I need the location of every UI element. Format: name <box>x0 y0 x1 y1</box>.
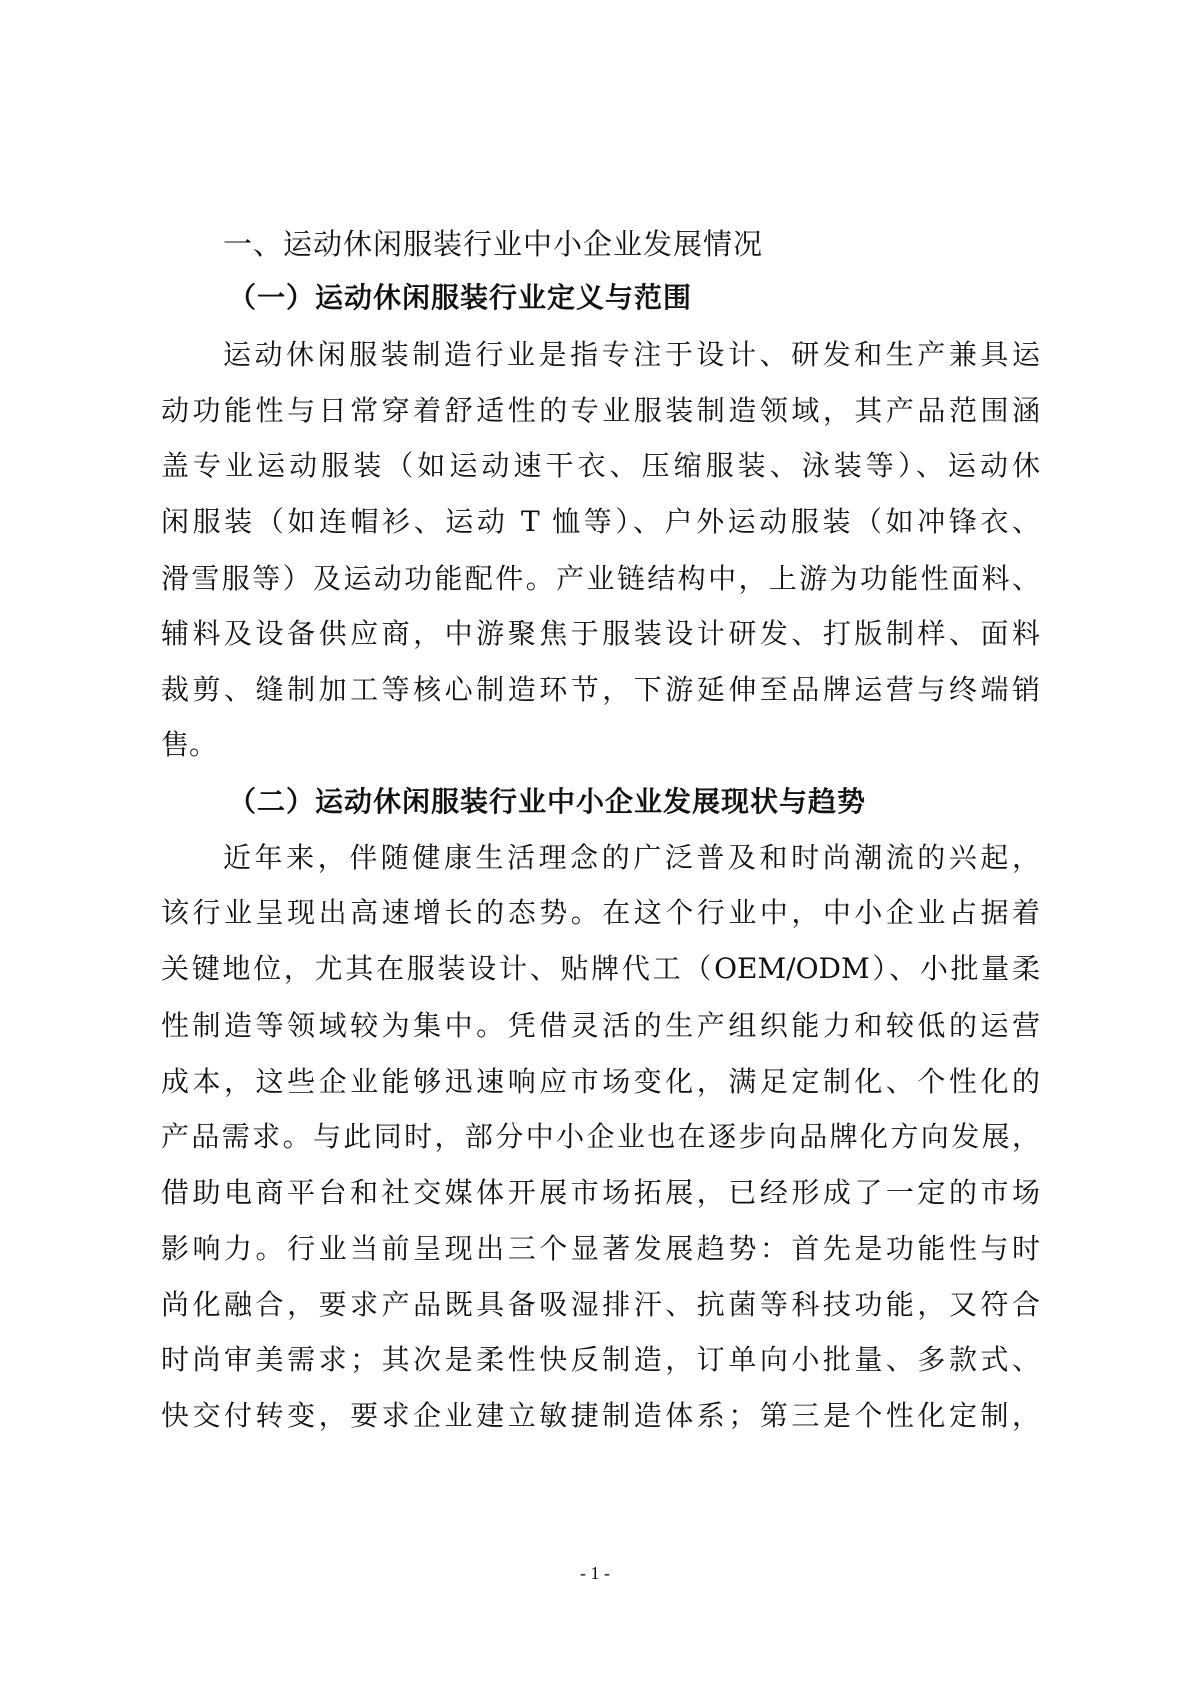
paragraph-line: 关键地位，尤其在服装设计、贴牌代工（OEM/ODM）、小批量柔 <box>161 952 1040 985</box>
subsection-title: （二）运动休闲服装行业中小企业发展现状与趋势 <box>228 785 867 818</box>
paragraph-line: 性制造等领域较为集中。凭借灵活的生产组织能力和较低的运营 <box>161 1009 1040 1042</box>
paragraph-line: 影响力。行业当前呈现出三个显著发展趋势：首先是功能性与时 <box>161 1232 1040 1265</box>
paragraph-line: 该行业呈现出高速增长的态势。在这个行业中，中小企业占据着 <box>161 896 1040 929</box>
paragraph-line: 售。 <box>161 728 218 761</box>
paragraph-line: 成本，这些企业能够迅速响应市场变化，满足定制化、个性化的 <box>161 1065 1040 1098</box>
paragraph-line: 尚化融合，要求产品既具备吸湿排汗、抗菌等科技功能，又符合 <box>161 1288 1040 1321</box>
paragraph-line: 闲服装（如连帽衫、运动 T 恤等）、户外运动服装（如冲锋衣、 <box>161 505 1040 538</box>
paragraph-line: 产品需求。与此同时，部分中小企业也在逐步向品牌化方向发展， <box>161 1120 1040 1153</box>
page-number: - 1 - <box>580 1563 610 1583</box>
paragraph-line: 裁剪、缝制加工等核心制造环节，下游延伸至品牌运营与终端销 <box>161 673 1040 706</box>
subsection-title: （一）运动休闲服装行业定义与范围 <box>228 281 693 314</box>
paragraph-line: 时尚审美需求；其次是柔性快反制造，订单向小批量、多款式、 <box>161 1343 1040 1376</box>
paragraph-line: 滑雪服等）及运动功能配件。产业链结构中，上游为功能性面料、 <box>161 562 1040 595</box>
paragraph-line: 运动休闲服装制造行业是指专注于设计、研发和生产兼具运 <box>223 338 1040 371</box>
paragraph-line: 快交付转变，要求企业建立敏捷制造体系；第三是个性化定制， <box>161 1399 1040 1432</box>
paragraph-line: 动功能性与日常穿着舒适性的专业服装制造领域，其产品范围涵 <box>161 394 1040 427</box>
paragraph-line: 近年来，伴随健康生活理念的广泛普及和时尚潮流的兴起， <box>223 841 1040 874</box>
section-title: 一、运动休闲服装行业中小企业发展情况 <box>223 227 764 261</box>
paragraph-line: 借助电商平台和社交媒体开展市场拓展，已经形成了一定的市场 <box>161 1176 1040 1209</box>
paragraph-line: 盖专业运动服装（如运动速干衣、压缩服装、泳装等）、运动休 <box>161 449 1040 482</box>
paragraph-line: 辅料及设备供应商，中游聚焦于服装设计研发、打版制样、面料 <box>161 617 1040 650</box>
